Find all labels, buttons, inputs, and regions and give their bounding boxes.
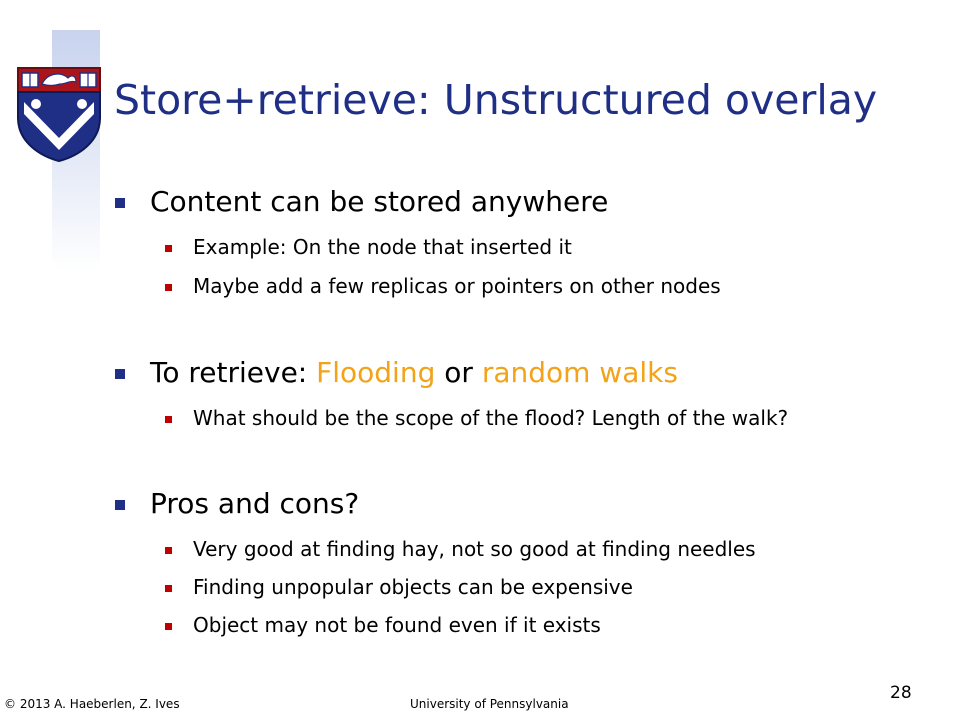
bullet-text: or bbox=[435, 356, 482, 389]
bullet-l2: What should be the scope of the flood? Length of the walk? bbox=[193, 406, 789, 430]
bullet-l1: Pros and cons? bbox=[150, 487, 360, 520]
footer-copyright: © 2013 A. Haeberlen, Z. Ives bbox=[4, 697, 180, 711]
bullet-l2: Very good at finding hay, not so good at finding needles bbox=[193, 537, 756, 561]
highlight-text: Flooding bbox=[316, 356, 436, 389]
bullet-l1 bbox=[150, 356, 678, 389]
slide-title: Store+retrieve: Unstructured overlay bbox=[114, 76, 878, 124]
bullet-l1: Content can be stored anywhere bbox=[150, 185, 609, 218]
bullet-l2: Example: On the node that inserted it bbox=[193, 235, 572, 259]
penn-shield-icon bbox=[14, 62, 104, 162]
highlight-text: random walks bbox=[481, 356, 678, 389]
footer-university: University of Pennsylvania bbox=[410, 697, 569, 711]
bullet-l2: Finding unpopular objects can be expensive bbox=[193, 575, 633, 599]
bullet-text: To retrieve: bbox=[150, 356, 317, 389]
bullet-l2: Maybe add a few replicas or pointers on other nodes bbox=[193, 274, 721, 298]
page-number: 28 bbox=[890, 683, 912, 703]
bullet-l2: Object may not be found even if it exists bbox=[193, 613, 601, 637]
